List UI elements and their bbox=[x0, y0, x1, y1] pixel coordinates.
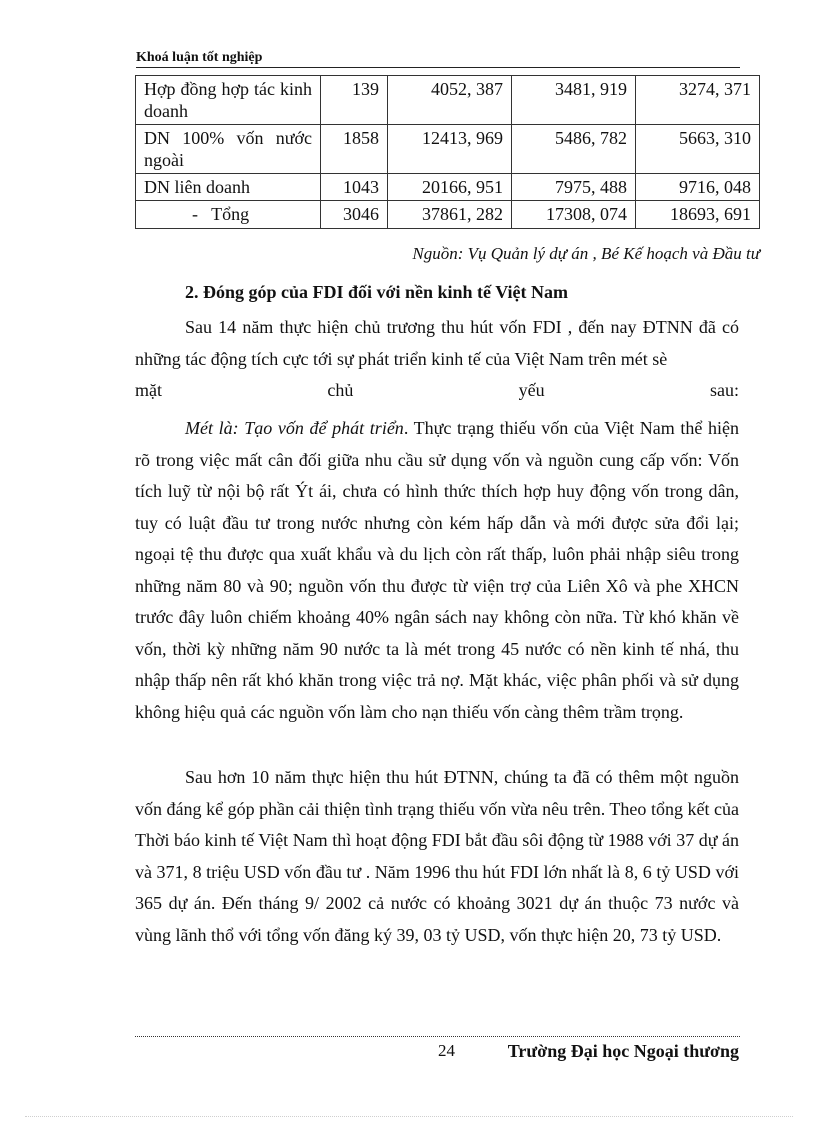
table-cell: 17308, 074 bbox=[512, 201, 636, 229]
table-cell: 1043 bbox=[321, 174, 388, 201]
table-row bbox=[136, 174, 760, 201]
page-number: 24 bbox=[438, 1041, 455, 1060]
table-cell: 5663, 310 bbox=[635, 125, 759, 174]
running-header: Khoá luận tốt nghiệp bbox=[136, 50, 740, 68]
paragraph-2-body: . Thực trạng thiếu vốn của Việt Nam thể hiện rõ trong việc mất cân đối giữa nhu cầu sử dụng vốn và nguồn cung cấp vốn: Vốn tích luỹ từ nội bộ rất Ýt ái, chưa có hình thức thích hợp huy động vốn trong dân, tuy có luật đầu tư trong nước nhưng còn kém hấp dẫn và mới được sửa đổi lại; ngoại tệ thu được qua xuất khẩu và du lịch còn rất thấp, luôn phải nhập siêu trong những năm 80 và 90; nguồn vốn thu được từ viện trợ của Liên Xô và phe XHCN trước đây luôn chiếm khoảng 40% ngân sách nay không còn nữa. Từ khó khăn về vốn, thời kỳ những năm 90 nước ta là mét trong 45 nước có nền kinh tế nhá, thu nhập thấp nên rất khó khăn trong việc trả nợ. Mặt khác, việc phân phối và sử dụng không hiệu quả các nguồn vốn làm cho nạn thiếu vốn càng thêm trầm trọng. bbox=[135, 418, 739, 722]
table-cell: 9716, 048 bbox=[635, 174, 759, 201]
paragraph-1-last-line: mặt chủ yếu sau: bbox=[135, 380, 739, 400]
table-cell: 4052, 387 bbox=[388, 76, 512, 125]
table-cell: 18693, 691 bbox=[635, 201, 759, 229]
footer-divider bbox=[135, 1036, 740, 1037]
paragraph-3: Sau hơn 10 năm thực hiện thu hút ĐTNN, chúng ta đã có thêm một nguồn vốn đáng kể góp phần cải thiện tình trạng thiếu vốn vừa nêu trên. Theo tổng kết của Thời báo kinh tế Việt Nam thì hoạt động FDI bắt đầu sôi động từ 1988 với 37 dự án và 371, 8 triệu USD vốn đầu tư . Năm 1996 thu hút FDI lớn nhất là 8, 6 tỷ USD với 365 dự án. Đến tháng 9/ 2002 cả nước có khoảng 3021 dự án thuộc 73 nước và vùng lãnh thổ với tổng vốn đăng ký 39, 03 tỷ USD, vốn thực hiện 20, 73 tỷ USD. bbox=[135, 767, 739, 945]
fdi-table bbox=[135, 75, 760, 229]
table-cell-label: DN liên doanh bbox=[136, 174, 321, 201]
table-source-note: Nguồn: Vụ Quản lý dự án , Bé Kế hoạch và Đầu tư bbox=[412, 244, 760, 263]
paragraph-1 bbox=[135, 312, 739, 407]
table-cell: 37861, 282 bbox=[388, 201, 512, 229]
table-cell: 139 bbox=[321, 76, 388, 125]
paragraph-2 bbox=[135, 413, 739, 728]
table-cell: 3046 bbox=[321, 201, 388, 229]
table-cell: 3481, 919 bbox=[512, 76, 636, 125]
table-cell: 5486, 782 bbox=[512, 125, 636, 174]
table-row-total bbox=[136, 201, 760, 229]
table-cell-label: DN 100% vốn nước ngoài bbox=[136, 125, 321, 174]
table-cell: 7975, 488 bbox=[512, 174, 636, 201]
table-cell-label: - Tổng bbox=[136, 201, 321, 229]
table-cell: 1858 bbox=[321, 125, 388, 174]
table-cell: 20166, 951 bbox=[388, 174, 512, 201]
table-cell: 3274, 371 bbox=[635, 76, 759, 125]
footer-institution: Trường Đại học Ngoại thương bbox=[507, 1041, 739, 1061]
paragraph-2-lead: Mét là: Tạo vốn để phát triển bbox=[185, 418, 404, 438]
section-heading: 2. Đóng góp của FDI đối với nền kinh tế Việt Nam bbox=[185, 282, 569, 302]
table-cell-label: Hợp đồng hợp tác kinh doanh bbox=[136, 76, 321, 125]
page-bottom-edge bbox=[25, 1116, 793, 1117]
table-cell: 12413, 969 bbox=[388, 125, 512, 174]
table-row bbox=[136, 76, 760, 125]
table-row bbox=[136, 125, 760, 174]
paragraph-1-main: Sau 14 năm thực hiện chủ trương thu hút vốn FDI , đến nay ĐTNN đã có những tác động tích cực tới sự phát triển kinh tế của Việt Nam trên mét sè bbox=[135, 317, 739, 369]
